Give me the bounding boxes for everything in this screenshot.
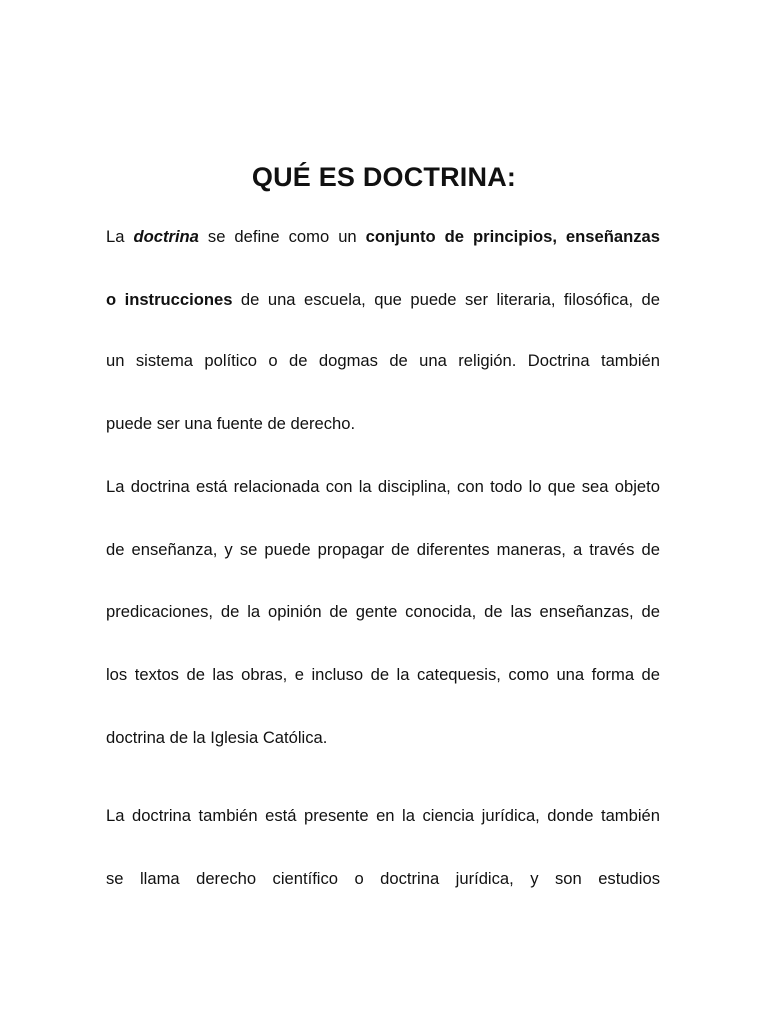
paragraph-2-line-5: doctrina de la Iglesia Católica. [106,728,328,747]
text-run: La [106,227,134,246]
paragraph-2-line-3: predicaciones, de la opinión de gente conocida, de las enseñanzas, de [106,602,660,621]
paragraph-1-line-2 [106,289,660,311]
paragraph-2-line-2: de enseñanza, y se puede propagar de diferentes maneras, a través de [106,540,660,559]
emphasized-term: doctrina [133,227,199,246]
paragraph-1-line-3: un sistema político o de dogmas de una religión. Doctrina también [106,351,660,370]
paragraph-2-line-4: los textos de las obras, e incluso de la catequesis, como una forma de [106,665,660,684]
paragraph-1-line-4: puede ser una fuente de derecho. [106,414,356,433]
paragraph-1-line-1 [106,226,660,248]
text-run: se define como un [198,227,366,246]
bold-phrase: o instrucciones [106,290,233,309]
bold-phrase: conjunto de principios, enseñanzas [365,227,660,246]
page-title: QUÉ ES DOCTRINA: [251,162,517,192]
paragraph-3-line-1: La doctrina también está presente en la ciencia jurídica, donde también [106,806,660,825]
paragraph-2-line-1: La doctrina está relacionada con la disciplina, con todo lo que sea objeto [106,477,660,496]
text-run: de una escuela, que puede ser literaria, filosófica, de [232,290,661,309]
paragraph-3-line-2: se llama derecho científico o doctrina jurídica, y son estudios [106,869,660,888]
